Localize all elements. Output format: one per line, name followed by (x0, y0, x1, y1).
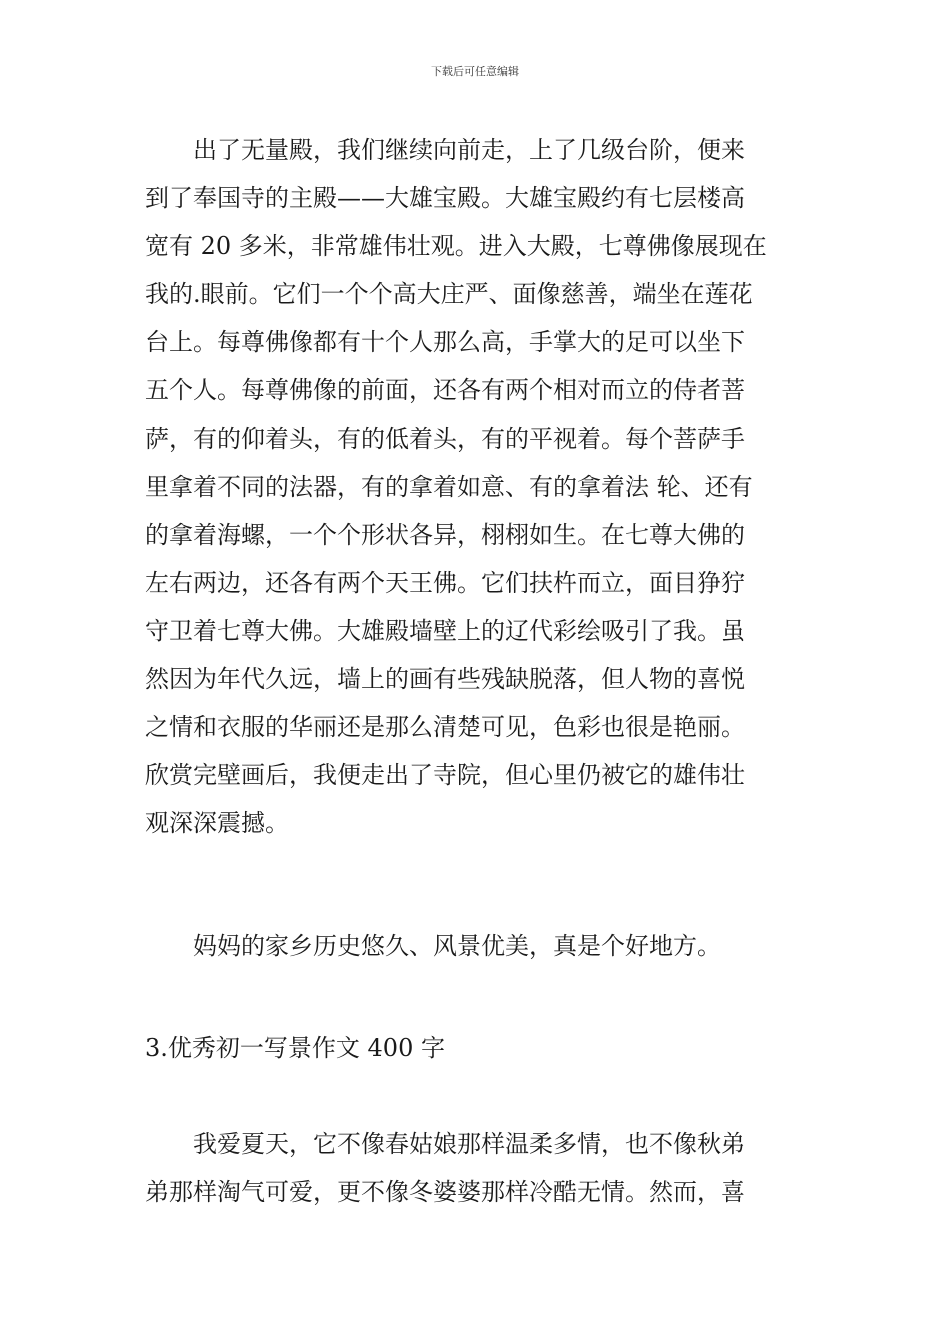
text-line: 左右两边，还各有两个天王佛。它们扶杵而立，面目狰狞 (145, 568, 745, 597)
text-line: 五个人。每尊佛像的前面，还各有两个相对而立的侍者菩 (145, 376, 745, 405)
heading-text: 3.优秀初一写景作文 400 字 (145, 1034, 445, 1062)
page-header: 下载后可任意编辑 (431, 65, 519, 78)
text-line: 的拿着海螺，一个个形状各异，栩栩如生。在七尊大佛的 (145, 520, 745, 549)
text-line: 到了奉国寺的主殿——大雄宝殿。大雄宝殿约有七层楼高 (145, 184, 745, 213)
text-line: 弟那样淘气可爱，更不像冬婆婆那样冷酷无情。然而，喜 (145, 1178, 745, 1207)
text-line: 我爱夏天，它不像春姑娘那样温柔多情，也不像秋弟 (145, 1130, 745, 1158)
text-line: 之情和衣服的华丽还是那么清楚可见，色彩也很是艳丽。 (145, 713, 745, 742)
text-line: 我的.眼前。它们一个个高大庄严、面像慈善，端坐在莲花 (145, 280, 753, 309)
text-line: 守卫着七尊大佛。大雄殿墙壁上的辽代彩绘吸引了我。虽 (145, 616, 745, 645)
text-line: 里拿着不同的法器，有的拿着如意、有的拿着法 轮、还有 (145, 472, 753, 501)
text-line: 宽有 20 多米，非常雄伟壮观。进入大殿，七尊佛像展现在 (145, 232, 767, 261)
section-heading (145, 1024, 807, 1072)
text-line: 萨，有的仰着头，有的低着头，有的平视着。每个菩萨手 (145, 424, 745, 453)
text-line: 台上。每尊佛像都有十个人那么高，手掌大的足可以坐下 (145, 328, 745, 357)
text-line: 妈妈的家乡历史悠久、风景优美，真是个好地方。 (145, 932, 721, 960)
text-line: 然因为年代久远，墙上的画有些残缺脱落，但人物的喜悦 (145, 665, 745, 694)
text-line: 观深深震撼。 (145, 809, 289, 838)
text-line: 出了无量殿，我们继续向前走，上了几级台阶，便来 (145, 136, 745, 164)
paragraph-temple-hall (145, 126, 807, 847)
text-line: 欣赏完壁画后，我便走出了寺院，但心里仍被它的雄伟壮 (145, 761, 745, 790)
paragraph-summer (145, 1120, 807, 1216)
paragraph-hometown (145, 922, 807, 970)
